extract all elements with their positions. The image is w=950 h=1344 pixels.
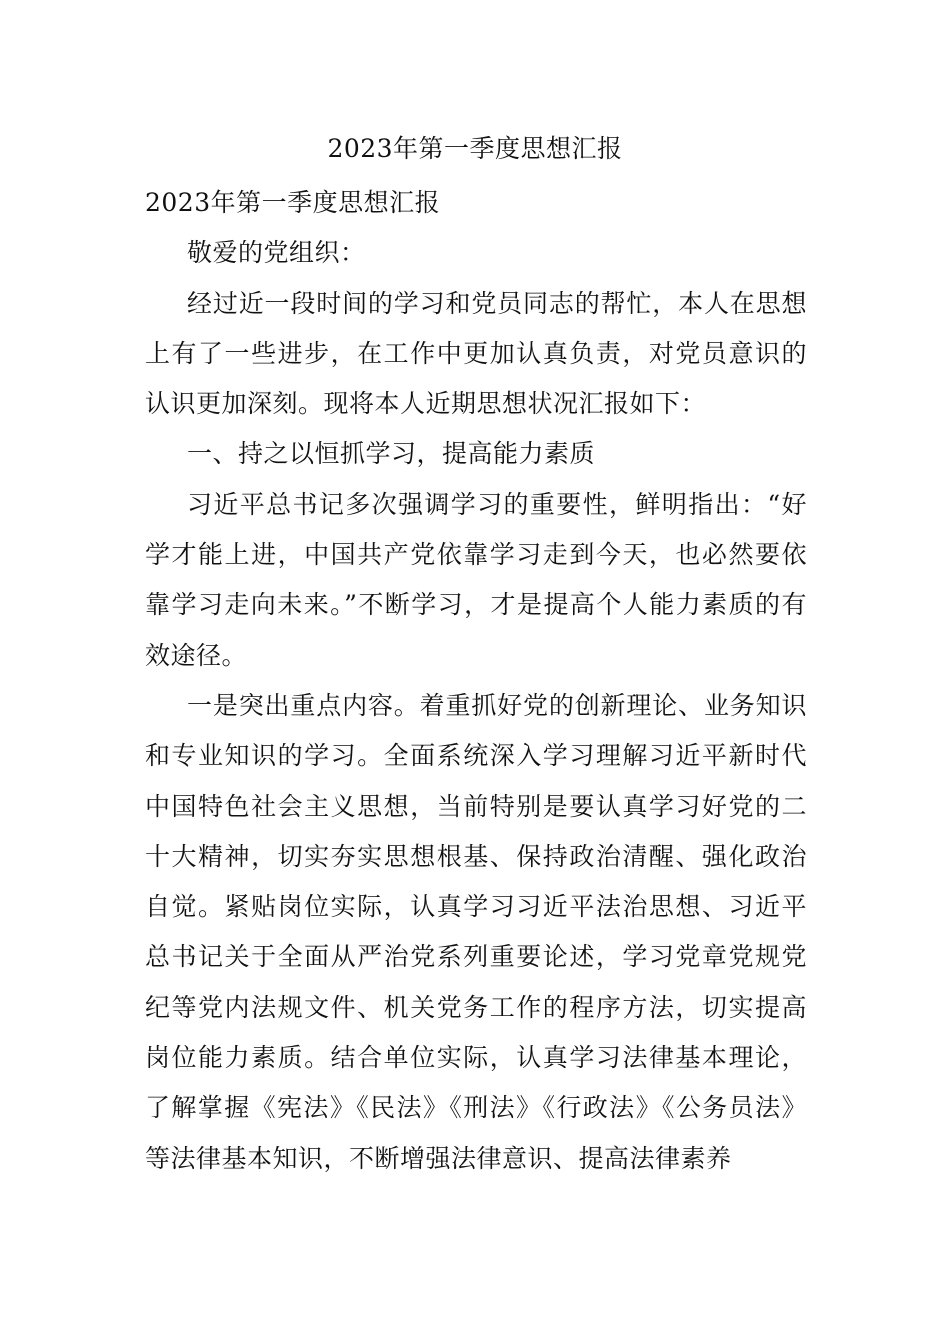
document-title: 2023年第一季度思想汇报 [327, 134, 623, 163]
salutation: 敬爱的党组织： [187, 238, 366, 268]
paragraph-quote: 习近平总书记多次强调学习的重要性，鲜明指出：“好学才能上进，中国共产党依靠学习走到今天，也必然要依靠学习走向未来。”不断学习，才是提高个人能力素质的有效途径。 [145, 489, 807, 670]
section-heading-1: 一、持之以恒抓学习，提高能力素质 [187, 439, 596, 469]
document-body [145, 178, 807, 1184]
paragraph-focus: 一是突出重点内容。着重抓好党的创新理论、业务知识和专业知识的学习。全面系统深入学习理解习近平新时代中国特色社会主义思想，当前特别是要认真学习好党的二十大精神，切实夯实思想根基、保持政治清醒、强化政治自觉。紧贴岗位实际，认真学习习近平法治思想、习近平总书记关于全面从严治党系列重要论述，学习党章党规党纪等党内法规文件、机关党务工作的程序方法，切实提高岗位能力素质。结合单位实际，认真学习法律基本理论，了解掌握《宪法》《民法》《刑法》《行政法》《公务员法》等法律基本知识，不断增强法律意识、提高法律素养 [145, 690, 807, 1173]
paragraph-intro: 经过近一段时间的学习和党员同志的帮忙，本人在思想上有了一些进步，在工作中更加认真负责，对党员意识的认识更加深刻。现将本人近期思想状况汇报如下： [145, 288, 807, 419]
body-heading: 2023年第一季度思想汇报 [145, 188, 441, 217]
